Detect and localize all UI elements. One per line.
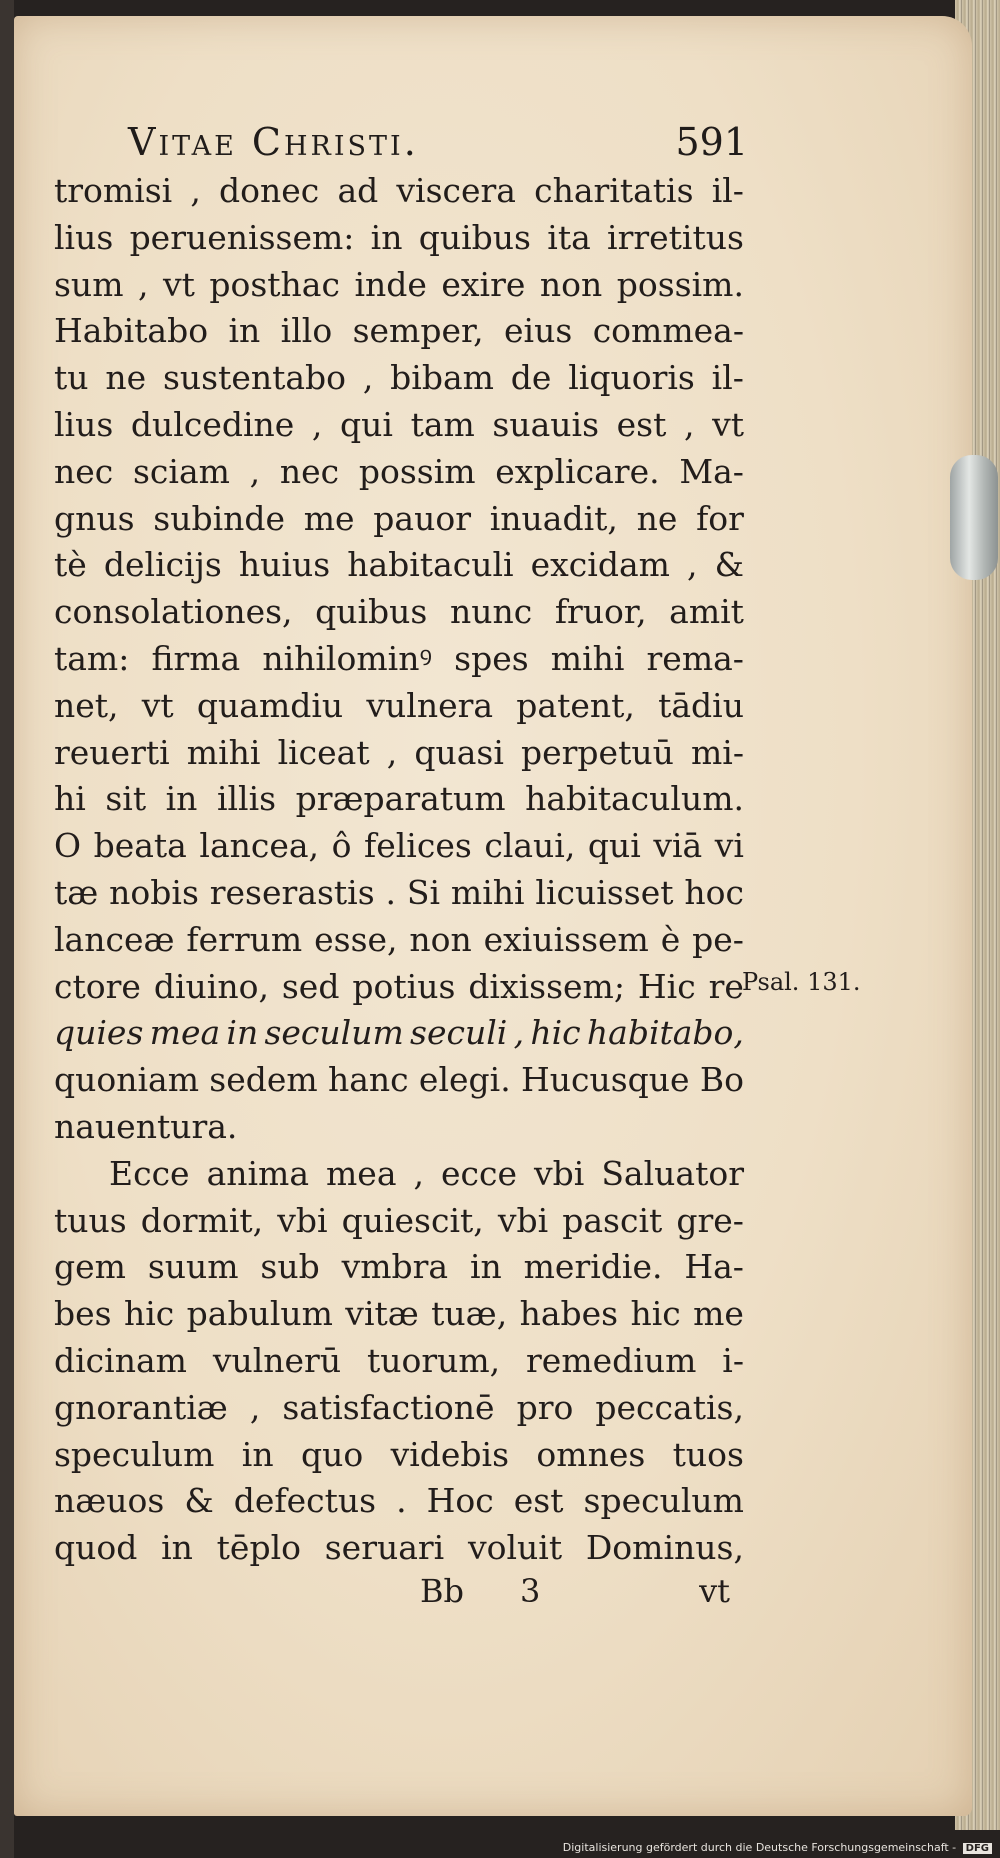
text-line: hi sit in illis præparatum habitaculum.	[54, 779, 744, 819]
text-line: tæ nobis reserastis . Si mihi licuisset hoc	[54, 872, 744, 912]
running-head: Vitae Christi.	[128, 120, 419, 164]
text-line: gem suum sub vmbra in meridie. Ha-	[54, 1247, 744, 1287]
signature-mark: Bb	[420, 1572, 464, 1610]
text-line: consolationes, quibus nunc fruor, amit	[54, 592, 744, 632]
text-line: næuos & defectus . Hoc est speculum	[54, 1481, 744, 1521]
text-line-italic: quies mea in seculum seculi , hic habitabo,	[54, 1013, 744, 1053]
text-line: lius dulcedine , qui tam suauis est , vt	[54, 404, 744, 444]
text-line: gnus subinde me pauor inuadit, ne for	[54, 498, 744, 538]
marginal-note: Psal. 131.	[742, 968, 861, 996]
text-line: speculum in quo videbis omnes tuos	[54, 1434, 744, 1474]
text-line: tromisi , donec ad viscera charitatis il-	[54, 171, 744, 210]
text-line: quod in tēplo seruari voluit Dominus,	[54, 1528, 744, 1568]
page-clip	[950, 455, 998, 580]
text-line: bes hic pabulum vitæ tuæ, habes hic me	[54, 1294, 744, 1334]
credit-text: Digitalisierung gefördert durch die Deutsche Forschungsgemeinschaft -	[562, 1841, 957, 1854]
body-text	[54, 168, 744, 1572]
page-number: 591	[675, 120, 748, 164]
dfg-logo: DFG	[963, 1843, 992, 1854]
text-line: reuerti mihi liceat , quasi perpetuū mi-	[54, 732, 744, 772]
text-line: sum , vt posthac inde exire non possim.	[54, 264, 744, 304]
text-line: ctore diuino, sed potius dixissem; Hic re	[54, 966, 744, 1006]
text-line: tè delicijs huius habitaculi excidam , &	[54, 545, 744, 585]
text-line: lanceæ ferrum esse, non exiuissem è pe-	[54, 919, 744, 959]
text-line: O beata lancea, ô felices claui, qui viā vi	[54, 826, 744, 866]
text-line: gnorantiæ , satisfactionē pro peccatis,	[54, 1387, 744, 1427]
binding-shadow	[0, 0, 14, 1858]
text-line: tu ne sustentabo , bibam de liquoris il-	[54, 358, 744, 398]
text-line: lius peruenissem: in quibus ita irretitus	[54, 217, 744, 257]
text-line: nauentura.	[54, 1106, 238, 1146]
page-header	[128, 120, 748, 170]
digitization-credit	[563, 1841, 992, 1854]
text-line: Habitabo in illo semper, eius commea-	[54, 311, 744, 351]
text-line: tam: firma nihilominꝰ spes mihi rema-	[54, 638, 744, 678]
signature-number: 3	[520, 1572, 541, 1610]
catchword: vt	[699, 1572, 730, 1610]
text-line-indented: Ecce anima mea , ecce vbi Saluator	[109, 1153, 744, 1193]
text-line: quoniam sedem hanc elegi. Hucusque Bo	[54, 1060, 744, 1100]
text-line: net, vt quamdiu vulnera patent, tādiu	[54, 685, 744, 725]
text-line: nec sciam , nec possim explicare. Ma-	[54, 451, 744, 491]
page-footer	[420, 1572, 730, 1618]
text-line: tuus dormit, vbi quiescit, vbi pascit gre-	[54, 1200, 744, 1240]
text-line: dicinam vulnerū tuorum, remedium i-	[54, 1340, 744, 1380]
